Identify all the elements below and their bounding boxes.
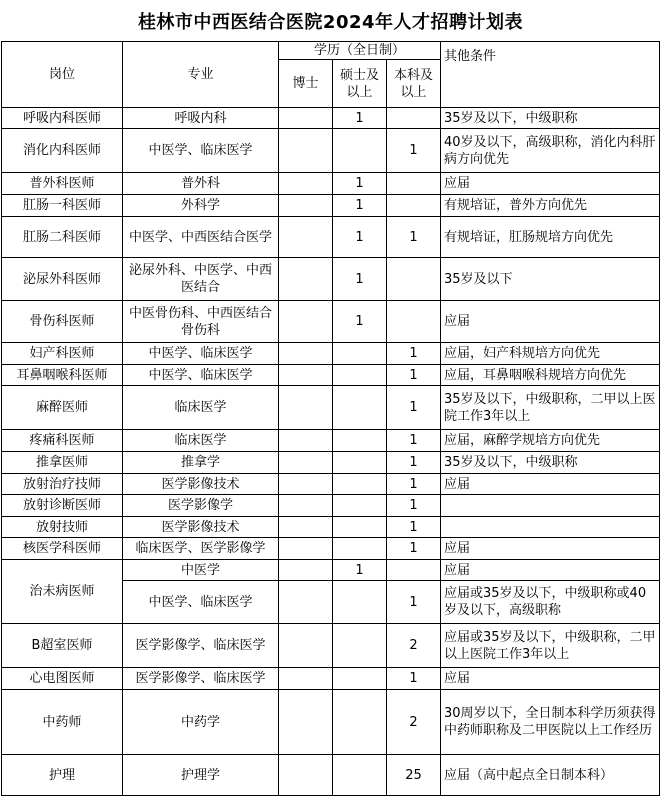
cell-bachelor (387, 560, 441, 581)
cell-doctor (279, 474, 333, 495)
cell-doctor (279, 560, 333, 581)
cell-bachelor: 1 (387, 452, 441, 474)
cell-other: 应届或35岁及以下，中级职称或40岁及以下，高级职称 (441, 581, 660, 624)
table-row (2, 365, 660, 386)
cell-bachelor: 2 (387, 624, 441, 668)
cell-doctor (279, 690, 333, 755)
header-doctor: 博士 (279, 60, 333, 108)
cell-other: 应届 (441, 538, 660, 560)
cell-position: 泌尿外科医师 (2, 258, 123, 301)
cell-other: 应届，麻醉学规培方向优先 (441, 430, 660, 452)
table-row (2, 301, 660, 343)
cell-master (333, 517, 387, 538)
cell-major: 中医学、临床医学 (123, 365, 279, 386)
cell-master (333, 386, 387, 430)
table-row (2, 668, 660, 690)
cell-doctor (279, 343, 333, 365)
cell-major: 中医学、临床医学 (123, 343, 279, 365)
cell-other: 应届 (441, 173, 660, 195)
cell-master (333, 430, 387, 452)
cell-other: 有规培证，普外方向优先 (441, 195, 660, 217)
cell-bachelor: 1 (387, 217, 441, 258)
cell-master (333, 624, 387, 668)
table-row (2, 195, 660, 217)
cell-bachelor: 1 (387, 474, 441, 495)
cell-major: 临床医学、医学影像学 (123, 538, 279, 560)
cell-bachelor (387, 258, 441, 301)
cell-position: 心电图医师 (2, 668, 123, 690)
cell-master (333, 668, 387, 690)
cell-bachelor: 1 (387, 343, 441, 365)
cell-other: 应届或35岁及以下，中级职称，二甲以上医院工作3年以上 (441, 624, 660, 668)
cell-master (333, 129, 387, 173)
cell-master (333, 365, 387, 386)
cell-major: 中医学 (123, 560, 279, 581)
cell-other: 应届，妇产科规培方向优先 (441, 343, 660, 365)
cell-master (333, 343, 387, 365)
cell-bachelor (387, 108, 441, 129)
sheet-title: 桂林市中西医结合医院2024年人才招聘计划表 (137, 11, 524, 33)
cell-doctor (279, 217, 333, 258)
cell-position: 麻醉医师 (2, 386, 123, 430)
cell-position: 妇产科医师 (2, 343, 123, 365)
cell-major: 呼吸内科 (123, 108, 279, 129)
cell-bachelor: 1 (387, 365, 441, 386)
cell-master (333, 690, 387, 755)
cell-master (333, 538, 387, 560)
table-row (2, 517, 660, 538)
table-row (2, 538, 660, 560)
cell-major: 护理学 (123, 755, 279, 796)
cell-other: 35岁及以下，中级职称，二甲以上医院工作3年以上 (441, 386, 660, 430)
cell-bachelor: 1 (387, 495, 441, 517)
cell-other: 应届（高中起点全日制本科） (441, 755, 660, 796)
header-master: 硕士及以上 (333, 60, 387, 108)
cell-major: 中医学、临床医学 (123, 129, 279, 173)
table-row (2, 690, 660, 755)
cell-major: 泌尿外科、中医学、中西医结合 (123, 258, 279, 301)
table-row (2, 217, 660, 258)
cell-doctor (279, 173, 333, 195)
cell-doctor (279, 258, 333, 301)
cell-position: 放射诊断医师 (2, 495, 123, 517)
cell-position: 肛肠二科医师 (2, 217, 123, 258)
table-row (2, 386, 660, 430)
table-row (2, 129, 660, 173)
cell-doctor (279, 386, 333, 430)
cell-major: 医学影像学、临床医学 (123, 668, 279, 690)
cell-bachelor (387, 195, 441, 217)
cell-major: 推拿学 (123, 452, 279, 474)
table-row (2, 755, 660, 796)
cell-bachelor: 1 (387, 517, 441, 538)
cell-other: 应届，耳鼻咽喉科规培方向优先 (441, 365, 660, 386)
cell-doctor (279, 195, 333, 217)
cell-doctor (279, 301, 333, 343)
cell-doctor (279, 624, 333, 668)
cell-master: 1 (333, 301, 387, 343)
cell-other: 35岁及以下，中级职称 (441, 108, 660, 129)
cell-bachelor: 1 (387, 129, 441, 173)
table-row (2, 495, 660, 517)
cell-doctor (279, 517, 333, 538)
cell-doctor (279, 581, 333, 624)
cell-position: 疼痛科医师 (2, 430, 123, 452)
cell-bachelor (387, 301, 441, 343)
cell-master: 1 (333, 217, 387, 258)
cell-doctor (279, 755, 333, 796)
cell-bachelor: 25 (387, 755, 441, 796)
cell-major: 中医骨伤科、中西医结合骨伤科 (123, 301, 279, 343)
cell-other: 有规培证，肛肠规培方向优先 (441, 217, 660, 258)
cell-master (333, 581, 387, 624)
cell-doctor (279, 108, 333, 129)
cell-doctor (279, 430, 333, 452)
cell-major: 中医学、临床医学 (123, 581, 279, 624)
cell-bachelor (387, 173, 441, 195)
cell-position: 护理 (2, 755, 123, 796)
cell-doctor (279, 365, 333, 386)
cell-position: B超室医师 (2, 624, 123, 668)
cell-other (441, 495, 660, 517)
cell-other: 应届 (441, 474, 660, 495)
table-row (2, 258, 660, 301)
cell-master: 1 (333, 173, 387, 195)
cell-major: 普外科 (123, 173, 279, 195)
cell-major: 医学影像技术 (123, 517, 279, 538)
table-row (2, 173, 660, 195)
recruitment-table (1, 41, 660, 796)
cell-other: 应届 (441, 560, 660, 581)
table-row (2, 343, 660, 365)
cell-other (441, 517, 660, 538)
header-bachelor: 本科及以上 (387, 60, 441, 108)
cell-position: 呼吸内科医师 (2, 108, 123, 129)
cell-other: 40岁及以下，高级职称，消化内科肝病方向优先 (441, 129, 660, 173)
cell-bachelor: 1 (387, 538, 441, 560)
header-other: 其他条件 (441, 42, 660, 108)
cell-position: 肛肠一科医师 (2, 195, 123, 217)
cell-major: 中药学 (123, 690, 279, 755)
cell-master (333, 452, 387, 474)
cell-major: 中医学、中西医结合医学 (123, 217, 279, 258)
cell-position: 放射技师 (2, 517, 123, 538)
cell-position: 核医学科医师 (2, 538, 123, 560)
table-row (2, 560, 660, 581)
table-row (2, 452, 660, 474)
cell-master: 1 (333, 258, 387, 301)
cell-position: 耳鼻咽喉科医师 (2, 365, 123, 386)
cell-position: 治未病医师 (2, 560, 123, 624)
cell-master: 1 (333, 560, 387, 581)
cell-bachelor: 1 (387, 430, 441, 452)
cell-position: 普外科医师 (2, 173, 123, 195)
header-education: 学历（全日制） (279, 42, 441, 60)
cell-other: 30周岁以下，全日制本科学历须获得中药师职称及二甲医院以上工作经历 (441, 690, 660, 755)
cell-doctor (279, 668, 333, 690)
cell-master (333, 474, 387, 495)
table-row (2, 624, 660, 668)
cell-position: 放射治疗技师 (2, 474, 123, 495)
table-row (2, 474, 660, 495)
cell-other: 应届 (441, 668, 660, 690)
cell-bachelor: 1 (387, 386, 441, 430)
cell-major: 临床医学 (123, 386, 279, 430)
cell-master: 1 (333, 195, 387, 217)
cell-major: 外科学 (123, 195, 279, 217)
cell-major: 医学影像学 (123, 495, 279, 517)
cell-other: 35岁及以下 (441, 258, 660, 301)
cell-other: 应届 (441, 301, 660, 343)
cell-other: 35岁及以下，中级职称 (441, 452, 660, 474)
cell-position: 骨伤科医师 (2, 301, 123, 343)
table-row (2, 108, 660, 129)
cell-major: 医学影像学、临床医学 (123, 624, 279, 668)
cell-master (333, 755, 387, 796)
cell-bachelor: 1 (387, 668, 441, 690)
header-position: 岗位 (2, 42, 123, 108)
cell-master: 1 (333, 108, 387, 129)
cell-doctor (279, 129, 333, 173)
cell-major: 临床医学 (123, 430, 279, 452)
cell-doctor (279, 538, 333, 560)
cell-position: 中药师 (2, 690, 123, 755)
cell-doctor (279, 452, 333, 474)
cell-position: 推拿医师 (2, 452, 123, 474)
cell-bachelor: 1 (387, 581, 441, 624)
table-row (2, 430, 660, 452)
cell-position: 消化内科医师 (2, 129, 123, 173)
cell-major: 医学影像技术 (123, 474, 279, 495)
cell-bachelor: 2 (387, 690, 441, 755)
cell-doctor (279, 495, 333, 517)
cell-master (333, 495, 387, 517)
header-major: 专业 (123, 42, 279, 108)
